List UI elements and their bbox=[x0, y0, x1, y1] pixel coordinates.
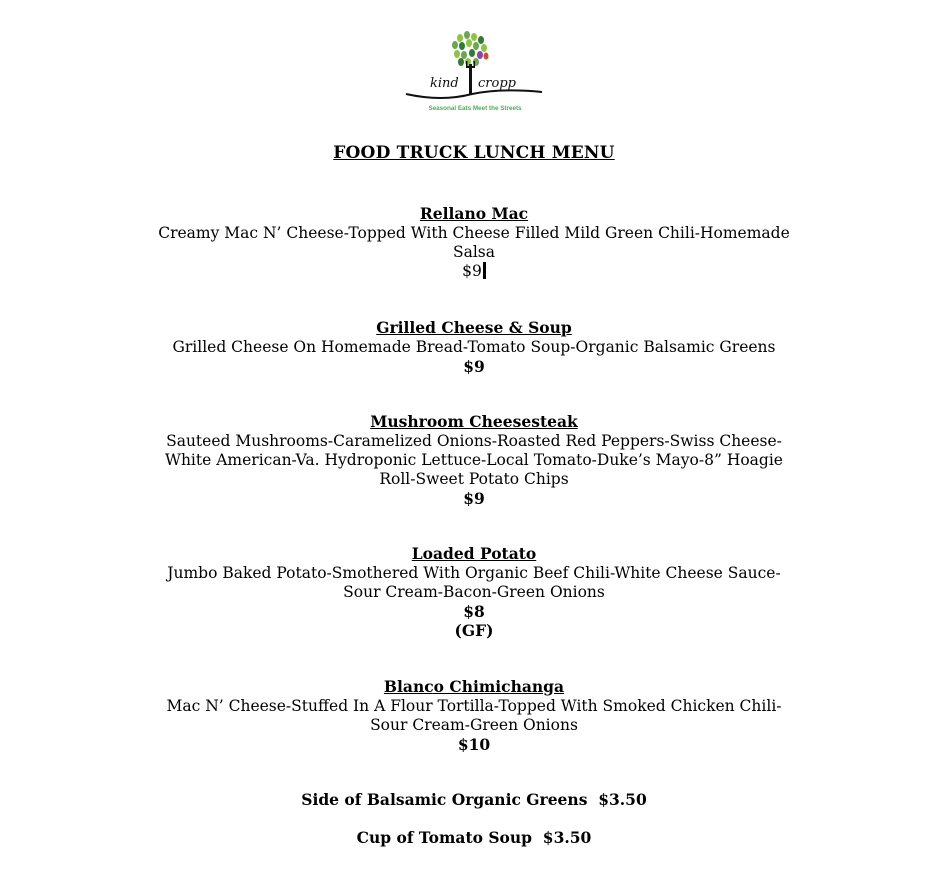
menu-item-loaded-potato bbox=[150, 544, 798, 640]
side-balsamic-greens: Side of Balsamic Organic Greens $3.50 bbox=[301, 790, 647, 809]
menu-item-grilled-cheese-soup bbox=[150, 318, 798, 376]
text-cursor-icon bbox=[483, 262, 486, 279]
item-description: Creamy Mac N’ Cheese-Topped With Cheese Filled Mild Green Chili-Homemade Salsa bbox=[158, 224, 790, 261]
item-price: $8 bbox=[463, 602, 485, 621]
svg-text:Seasonal Eats Meet the Streets: Seasonal Eats Meet the Streets bbox=[428, 105, 522, 112]
item-name: Rellano Mac bbox=[419, 204, 529, 223]
item-description: Sauteed Mushrooms-Caramelized Onions-Roasted Red Peppers-Swiss Cheese-White American-Va. Hydroponic Lettuce-Local Tomato-Duke’s Mayo-8” Hoagie Roll-Sweet Potato Chips bbox=[165, 432, 783, 488]
side-tomato-soup: Cup of Tomato Soup $3.50 bbox=[356, 828, 592, 847]
item-description: Jumbo Baked Potato-Smothered With Organic Beef Chili-White Cheese Sauce-Sour Cream-Bacon-Green Onions bbox=[167, 564, 781, 601]
item-name: Grilled Cheese & Soup bbox=[376, 318, 572, 337]
menu-item-rellano-mac bbox=[150, 204, 798, 281]
item-price: $9 bbox=[463, 489, 485, 508]
tree-fork-logo-image bbox=[402, 28, 548, 116]
item-description: Grilled Cheese On Homemade Bread-Tomato Soup-Organic Balsamic Greens bbox=[172, 338, 776, 356]
menu-item-blanco-chimichanga bbox=[150, 677, 798, 754]
svg-text:kind: kind bbox=[430, 76, 459, 91]
leaf-canopy-icon bbox=[452, 31, 489, 66]
item-price: $10 bbox=[457, 735, 491, 754]
menu-item-mushroom-cheesesteak bbox=[150, 412, 798, 508]
item-description: Mac N’ Cheese-Stuffed In A Flour Tortilla-Topped With Smoked Chicken Chili-Sour Cream-Green Onions bbox=[166, 697, 782, 734]
item-name: Blanco Chimichanga bbox=[383, 677, 565, 696]
fork-icon bbox=[466, 61, 475, 94]
item-name: Loaded Potato bbox=[411, 544, 537, 563]
item-price: $9 bbox=[150, 262, 798, 281]
item-name: Mushroom Cheesesteak bbox=[370, 412, 578, 431]
kind-cropp-logo bbox=[402, 28, 548, 116]
gluten-free-note: (GF) bbox=[454, 621, 494, 640]
item-price: $9 bbox=[463, 357, 485, 376]
svg-text:cropp: cropp bbox=[478, 76, 516, 91]
menu-title: FOOD TRUCK LUNCH MENU bbox=[333, 143, 615, 163]
